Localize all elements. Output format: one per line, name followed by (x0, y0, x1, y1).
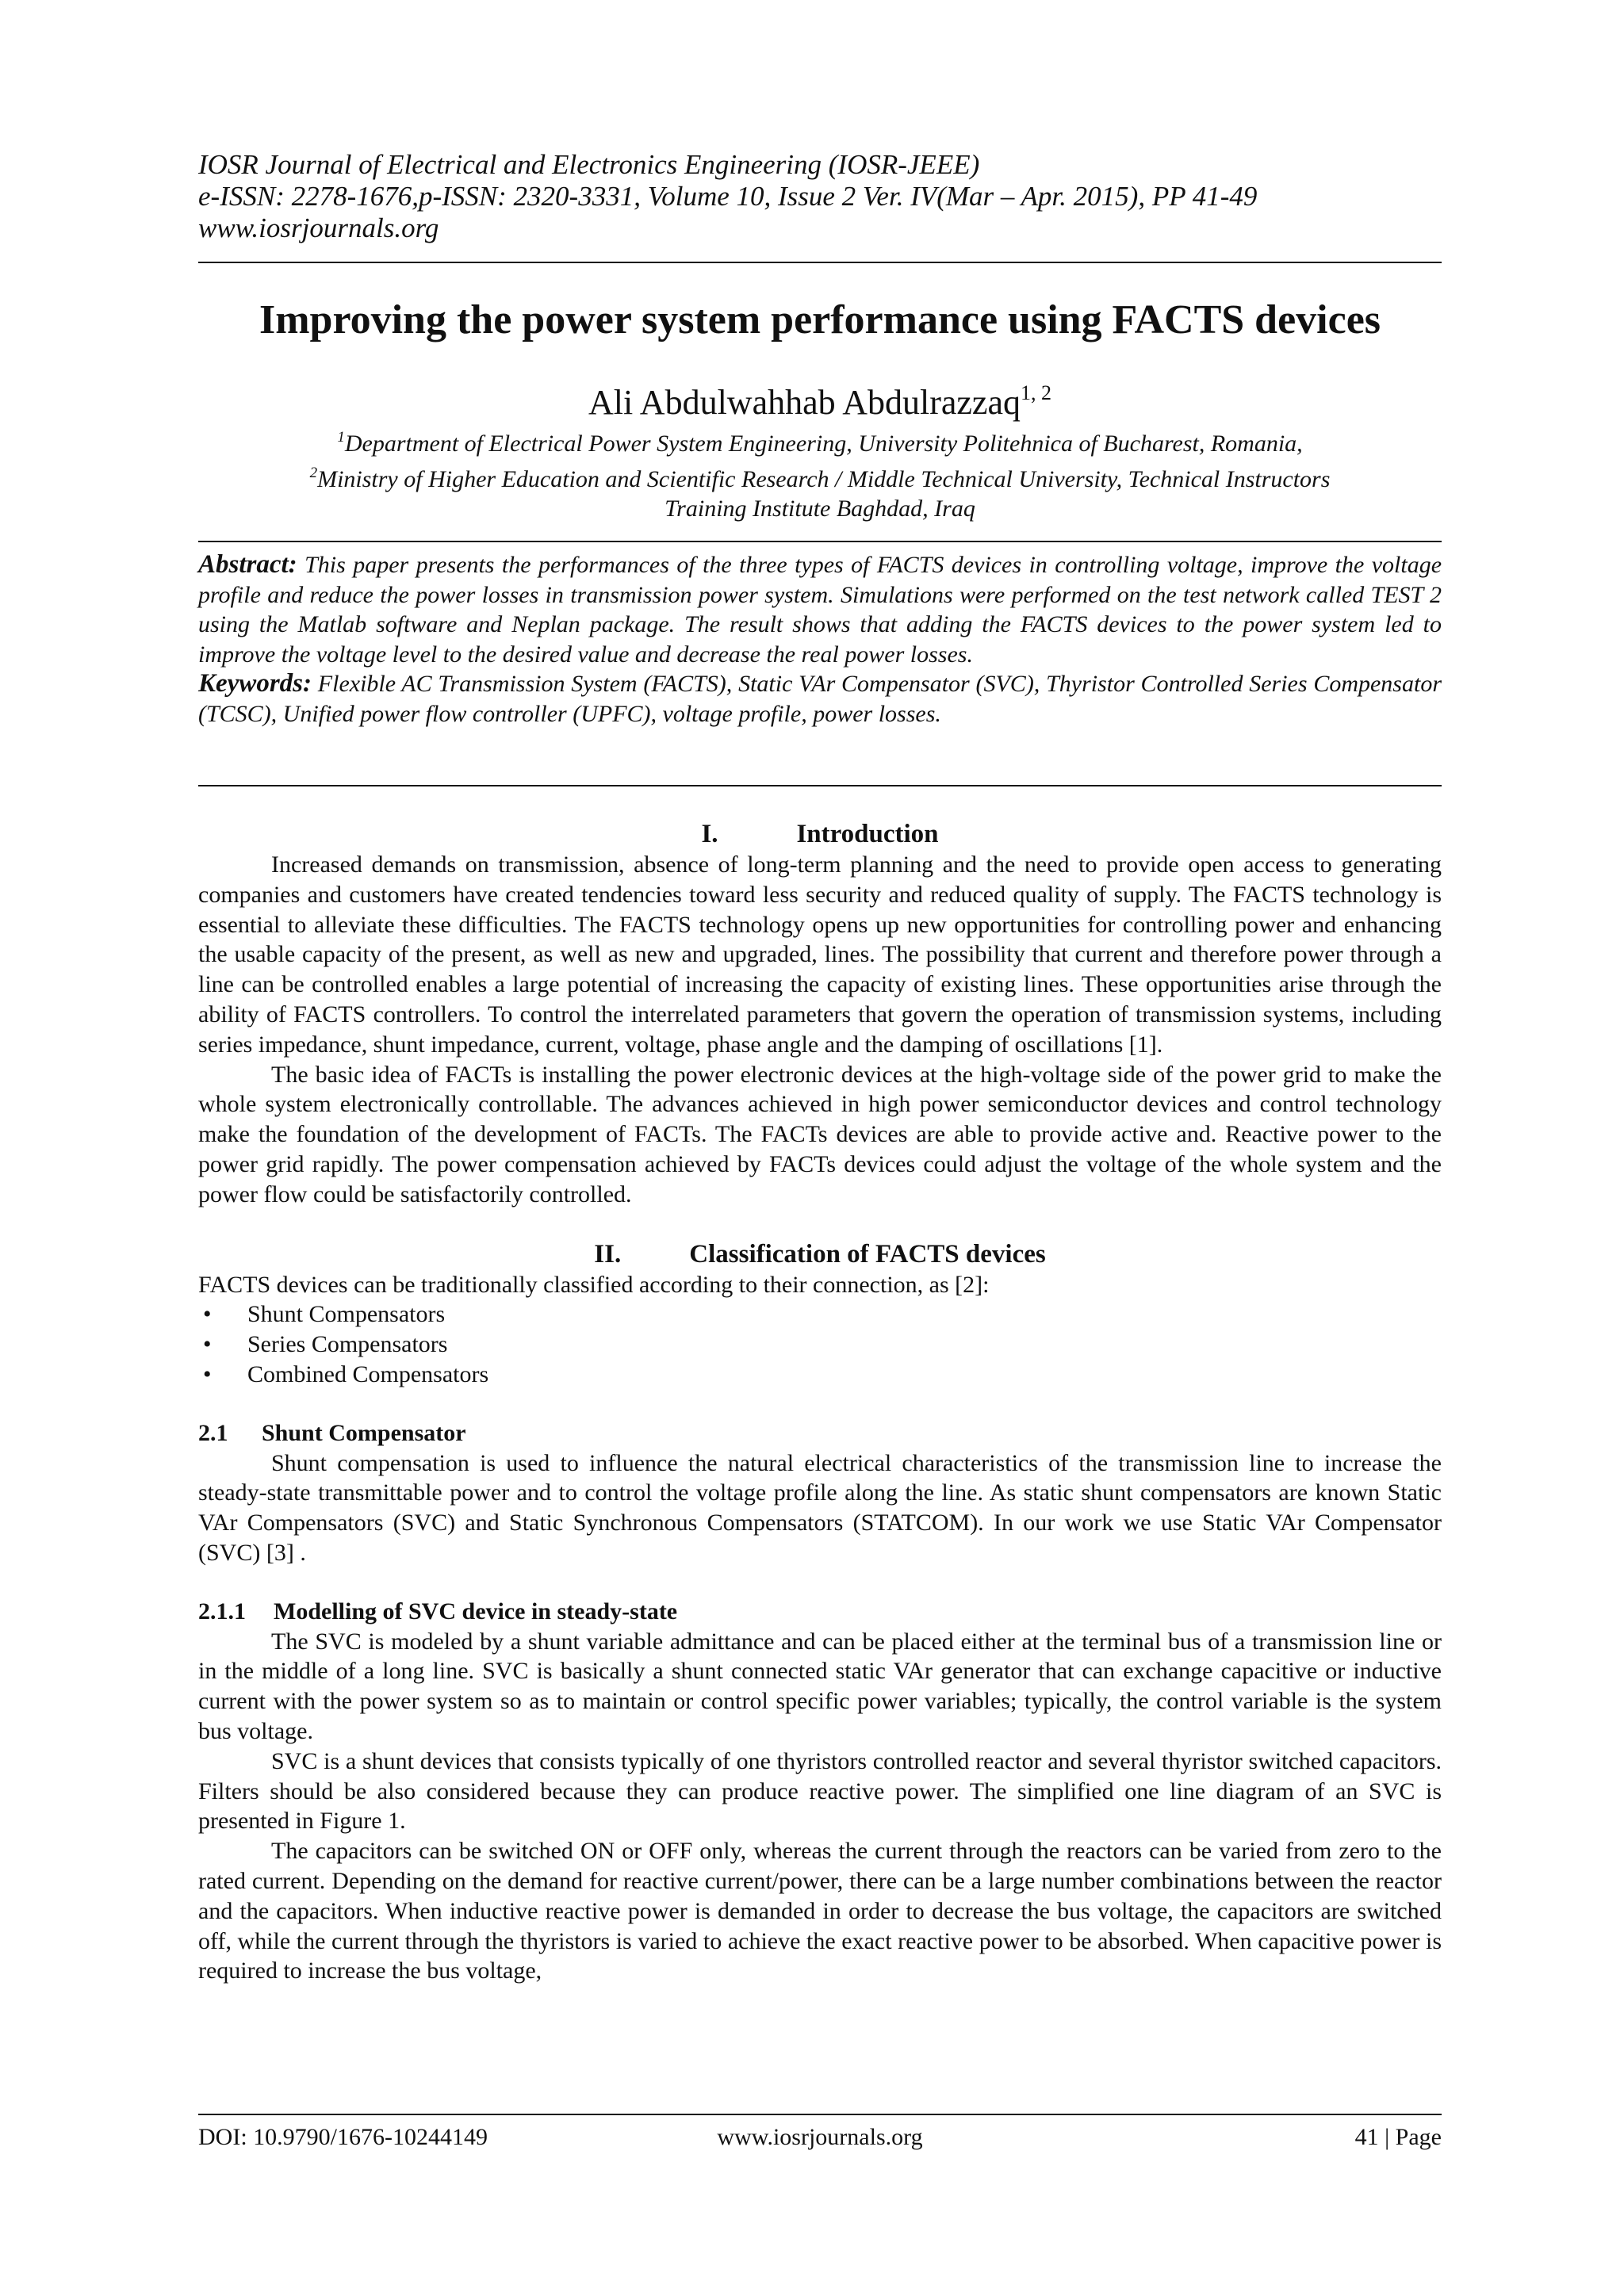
affiliation-1-text: Department of Electrical Power System Engineering, University Politehnica of Bucharest, Romania, (344, 430, 1303, 457)
journal-header (198, 149, 1442, 244)
journal-name: IOSR Journal of Electrical and Electronics Engineering (IOSR-JEEE) (198, 149, 980, 180)
subsection-2-1-1-number: 2.1.1 (198, 1598, 246, 1624)
footer-page-number: 41 | Page (1354, 2124, 1442, 2150)
header-rule (198, 262, 1442, 263)
bullet-icon: • (203, 1301, 212, 1328)
section-1-title: Introduction (796, 820, 939, 848)
classification-list (198, 1299, 1442, 1389)
subsection-2-1-heading (198, 1418, 1442, 1448)
abstract-rule-top (198, 541, 1442, 542)
footer-doi: DOI: 10.9790/1676-10244149 (198, 2124, 488, 2150)
list-item (198, 1299, 1442, 1330)
affiliation-2-cont: Training Institute Baghdad, Iraq (665, 496, 975, 522)
abstract-label: Abstract: (198, 550, 297, 579)
affiliation-2-text: Ministry of Higher Education and Scientific Research / Middle Technical University, Technical Instructors (317, 466, 1331, 492)
subsection-2-1-1-title: Modelling of SVC device in steady-state (274, 1598, 678, 1624)
subsection-2-1-1-heading (198, 1597, 1442, 1627)
section-2-number: II. (594, 1239, 622, 1269)
affiliation-1 (198, 423, 1442, 458)
abstract-block (198, 550, 1442, 729)
affiliations (198, 423, 1442, 523)
list-item (198, 1360, 1442, 1390)
classification-intro: FACTS devices can be traditionally classified according to their connection, as [2]: (198, 1271, 990, 1298)
section-1-number: I. (701, 820, 718, 848)
author-line (198, 373, 1442, 423)
bullet-icon: • (203, 1331, 212, 1358)
keywords-text: Flexible AC Transmission System (FACTS), Static VAr Compensator (SVC), Thyristor Controlled Series Compensator (TCSC), Unified power flow controller (UPFC), voltage profile, power losses. (198, 671, 1442, 727)
footer-rule (198, 2114, 1442, 2115)
bullet-icon: • (203, 1360, 212, 1387)
svc-paragraph-1: The SVC is modeled by a shunt variable admittance and can be placed either at the terminal bus of a transmission line or in the middle of a long line. SVC is basically a shunt connected static VAr generator that can exchange capacitive or inductive current with the power system so as to maintain or control specific power variables; typically, the control variable is the system bus voltage. (198, 1628, 1442, 1744)
affiliation-2 (198, 458, 1442, 494)
footer-website[interactable]: www.iosrjournals.org (717, 2124, 923, 2150)
svc-paragraph-3: The capacitors can be switched ON or OFF only, whereas the current through the reactors can be varied from zero to the rated current. Depending on the demand for reactive current/power, there can be a large number combinations between the reactor and the capacitors. When inductive reactive power is demanded in order to decrease the bus voltage, the capacitors are switched off, while the current through the thyristors is varied to achieve the exact reactive power to be absorbed. When capacitive power is required to increase the bus voltage, (198, 1838, 1442, 1984)
journal-website[interactable]: www.iosrjournals.org (198, 212, 439, 243)
section-2-title: Classification of FACTS devices (689, 1239, 1046, 1269)
subsection-2-1-number: 2.1 (198, 1419, 228, 1446)
intro-paragraph-1: Increased demands on transmission, absence of long-term planning and the need to provide open access to generating companies and customers have created tendencies toward less security and reduced quality of supply. The FACTS technology is essential to alleviate these difficulties. The FACTS technology opens up new opportunities for controlling power and enhancing the usable capacity of the present, as well as new and upgraded, lines. The possibility that current and therefore power through a line can be controlled enables a large potential of increasing the capacity of existing lines. These opportunities arise through the ability of FACTS controllers. To control the interrelated parameters that govern the operation of transmission systems, including series impedance, shunt impedance, current, voltage, phase angle and the damping of oscillations [1]. (198, 851, 1442, 1058)
intro-paragraph-2: The basic idea of FACTs is installing the power electronic devices at the high-voltage side of the power grid to make the whole system electronically controllable. The advances achieved in high power semiconductor devices and control technology make the foundation of the development of FACTs. The FACTs devices are able to provide active and. Reactive power to the power grid rapidly. The power compensation achieved by FACTs devices could adjust the voltage of the whole system and the power flow could be satisfactorily controlled. (198, 1061, 1442, 1207)
affiliation-2-sup: 2 (309, 465, 318, 481)
author-name: Ali Abdulwahhab Abdulrazzaq (588, 383, 1021, 422)
abstract-text: This paper presents the performances of the three types of FACTS devices in controlling voltage, improve the voltage profile and reduce the power losses in transmission power system. Simulations were performed on the test network called TEST 2 using the Matlab software and Neplan package. The result shows that adding the FACTS devices to the power system led to improve the voltage level to the desired value and decrease the real power losses. (198, 552, 1442, 668)
keywords-label: Keywords: (198, 669, 312, 698)
shunt-paragraph: Shunt compensation is used to influence the natural electrical characteristics of the transmission line to increase the steady-state transmittable power and to control the voltage profile along the line. As static shunt compensators are known Static VAr Compensators (SVC) and Static Synchronous Compensators (STATCOM). In our work we use Static VAr Compensator (SVC) [3] . (198, 1449, 1442, 1566)
list-item (198, 1330, 1442, 1360)
section-2-heading (198, 1238, 1442, 1270)
journal-issn: e-ISSN: 2278-1676,p-ISSN: 2320-3331, Volume 10, Issue 2 Ver. IV(Mar – Apr. 2015), PP 41-49 (198, 181, 1258, 212)
paper-body (198, 818, 1442, 1986)
author-affil-sup: 1, 2 (1020, 381, 1051, 404)
subsection-2-1-title: Shunt Compensator (262, 1419, 466, 1446)
affiliation-1-sup: 1 (337, 429, 345, 446)
list-item-text: Shunt Compensators (247, 1301, 446, 1328)
section-1-heading (198, 818, 1442, 850)
paper-title: Improving the power system performance using FACTS devices (259, 297, 1381, 342)
abstract-rule-bottom (198, 785, 1442, 786)
list-item-text: Combined Compensators (247, 1360, 489, 1387)
list-item-text: Series Compensators (247, 1331, 448, 1358)
svc-paragraph-2: SVC is a shunt devices that consists typically of one thyristors controlled reactor and several thyristor switched capacitors. Filters should be also considered because they can produce reactive power. The simplified one line diagram of an SVC is presented in Figure 1. (198, 1747, 1442, 1835)
